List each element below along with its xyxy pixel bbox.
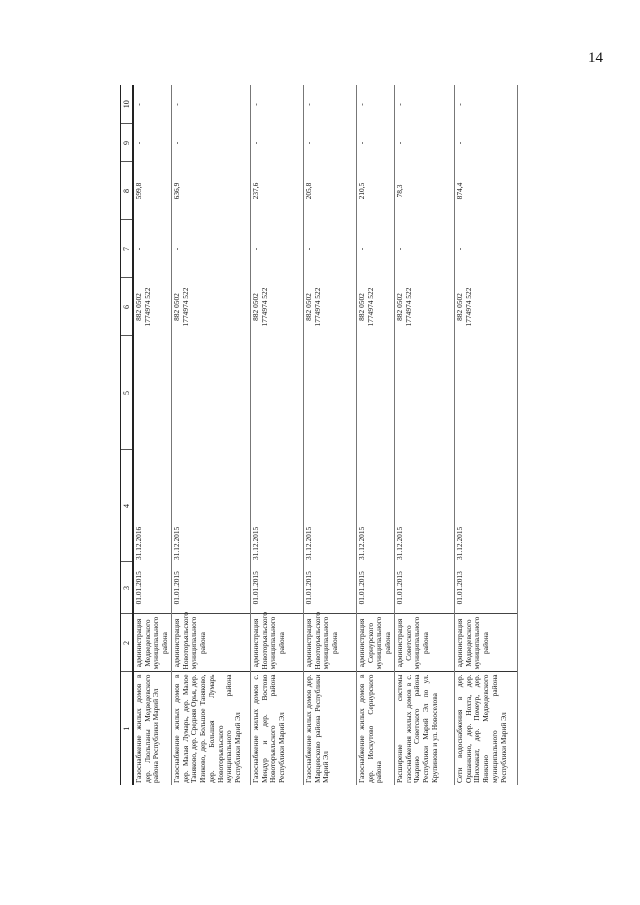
- object-name-cell: Газоснабжение жилых домов в дер. Иоскутово Сернурского района: [356, 672, 394, 785]
- budget-code-cell: 882 0502 1774974 522: [394, 278, 454, 336]
- page-number: 14: [588, 50, 603, 66]
- executor-cell: администрация Сернурского муниципального района: [356, 614, 394, 672]
- table-row: [356, 85, 394, 785]
- col9-cell: -: [171, 124, 250, 162]
- budget-table: [120, 85, 518, 785]
- start-date-cell: 01.01.2015: [250, 562, 303, 614]
- start-date-cell: 01.01.2015: [171, 562, 250, 614]
- executor-cell: администрация Медведевского муниципального района: [454, 614, 517, 672]
- start-date-cell: 01.01.2015: [303, 562, 356, 614]
- end-date-cell: 31.12.2015: [394, 450, 454, 562]
- budget-code-cell: 882 0502 1774974 522: [356, 278, 394, 336]
- col-header-1: 1: [121, 672, 134, 785]
- amount-cell: 205,8: [303, 162, 356, 220]
- col5-cell: [356, 336, 394, 450]
- start-date-cell: 01.01.2015: [394, 562, 454, 614]
- col10-cell: -: [394, 85, 454, 124]
- table-row: [454, 85, 517, 785]
- budget-code-cell: 882 0502 1774974 522: [303, 278, 356, 336]
- budget-code-cell: 882 0502 1774974 522: [133, 278, 171, 336]
- col10-cell: -: [454, 85, 517, 124]
- table-row: [303, 85, 356, 785]
- amount-cell: 636,9: [171, 162, 250, 220]
- col10-cell: -: [171, 85, 250, 124]
- object-name-cell: Газоснабжение жилых домов в дер. Малая Лумарь, дер. Малое Таняково, дер. Средняя Орья, дер. Изиково, дер. Большое Таняково, дер. Большая Лумарь Новоторъяльского муниципального района Республики Марий Эл: [171, 672, 250, 785]
- col9-cell: -: [303, 124, 356, 162]
- col7-cell: -: [250, 220, 303, 278]
- header-row: [121, 85, 134, 785]
- col9-cell: -: [454, 124, 517, 162]
- col5-cell: [303, 336, 356, 450]
- col10-cell: -: [303, 85, 356, 124]
- col7-cell: -: [454, 220, 517, 278]
- executor-cell: администрация Медведевского муниципального района: [133, 614, 171, 672]
- end-date-cell: 31.12.2015: [171, 450, 250, 562]
- end-date-cell: 31.12.2015: [303, 450, 356, 562]
- object-name-cell: Расширение системы газоснабжения жилых домов в с. Чкарино Советского района Республики Марий Эл по ул. Крупинова и ул. Новоселова: [394, 672, 454, 785]
- budget-code-cell: 882 0502 1774974 522: [454, 278, 517, 336]
- executor-cell: администрация Новоторъяльского муниципального района: [171, 614, 250, 672]
- col10-cell: -: [250, 85, 303, 124]
- col-header-4: 4: [121, 450, 134, 562]
- start-date-cell: 01.01.2013: [454, 562, 517, 614]
- object-name-cell: Газоснабжение жилых домов дер. Марцевсково района Республики Марий Эл: [303, 672, 356, 785]
- col-header-5: 5: [121, 336, 134, 450]
- amount-cell: 599,8: [133, 162, 171, 220]
- end-date-cell: 31.12.2015: [250, 450, 303, 562]
- col-header-9: 9: [121, 124, 134, 162]
- col9-cell: -: [394, 124, 454, 162]
- col-header-8: 8: [121, 162, 134, 220]
- col-header-6: 6: [121, 278, 134, 336]
- budget-code-cell: 882 0502 1774974 522: [171, 278, 250, 336]
- col5-cell: [133, 336, 171, 450]
- col-header-10: 10: [121, 85, 134, 124]
- end-date-cell: 31.12.2015: [356, 450, 394, 562]
- col-header-2: 2: [121, 614, 134, 672]
- table-row: [250, 85, 303, 785]
- col9-cell: -: [250, 124, 303, 162]
- table-row: [394, 85, 454, 785]
- col7-cell: -: [356, 220, 394, 278]
- col-header-7: 7: [121, 220, 134, 278]
- object-name-cell: Газоснабжение жилых домов с. Мендур и дер. Востово Новоторъяльского района Республики Марий Эл: [250, 672, 303, 785]
- col7-cell: -: [394, 220, 454, 278]
- rotated-table-wrapper: [120, 85, 610, 785]
- col5-cell: [171, 336, 250, 450]
- amount-cell: 237,6: [250, 162, 303, 220]
- col-header-3: 3: [121, 562, 134, 614]
- budget-code-cell: 882 0502 1774974 522: [250, 278, 303, 336]
- col5-cell: [454, 336, 517, 450]
- amount-cell: 78,3: [394, 162, 454, 220]
- col10-cell: -: [133, 85, 171, 124]
- object-name-cell: Сети водоснабжения в дер. Оршанкино, дер. Нохта, дер. Шихмакат, дер. Помеур, дер. Яникино Медведевского муниципального района Республики Марий Эл: [454, 672, 517, 785]
- col5-cell: [250, 336, 303, 450]
- table-row: [171, 85, 250, 785]
- col10-cell: -: [356, 85, 394, 124]
- start-date-cell: 01.01.2015: [356, 562, 394, 614]
- start-date-cell: 01.01.2015: [133, 562, 171, 614]
- col9-cell: -: [133, 124, 171, 162]
- executor-cell: администрация Новоторъяльского муниципального района: [303, 614, 356, 672]
- col9-cell: -: [356, 124, 394, 162]
- end-date-cell: 31.12.2015: [454, 450, 517, 562]
- col7-cell: -: [303, 220, 356, 278]
- col7-cell: -: [171, 220, 250, 278]
- amount-cell: 210,5: [356, 162, 394, 220]
- end-date-cell: 31.12.2016: [133, 450, 171, 562]
- col5-cell: [394, 336, 454, 450]
- object-name-cell: Газоснабжение жилых домов в дер. Люльпаны Медведевского района Республики Марий Эл: [133, 672, 171, 785]
- executor-cell: администрация Советского муниципального района: [394, 614, 454, 672]
- table-row: [133, 85, 171, 785]
- executor-cell: администрация Новоторъяльского муниципального района: [250, 614, 303, 672]
- col7-cell: -: [133, 220, 171, 278]
- amount-cell: 874,4: [454, 162, 517, 220]
